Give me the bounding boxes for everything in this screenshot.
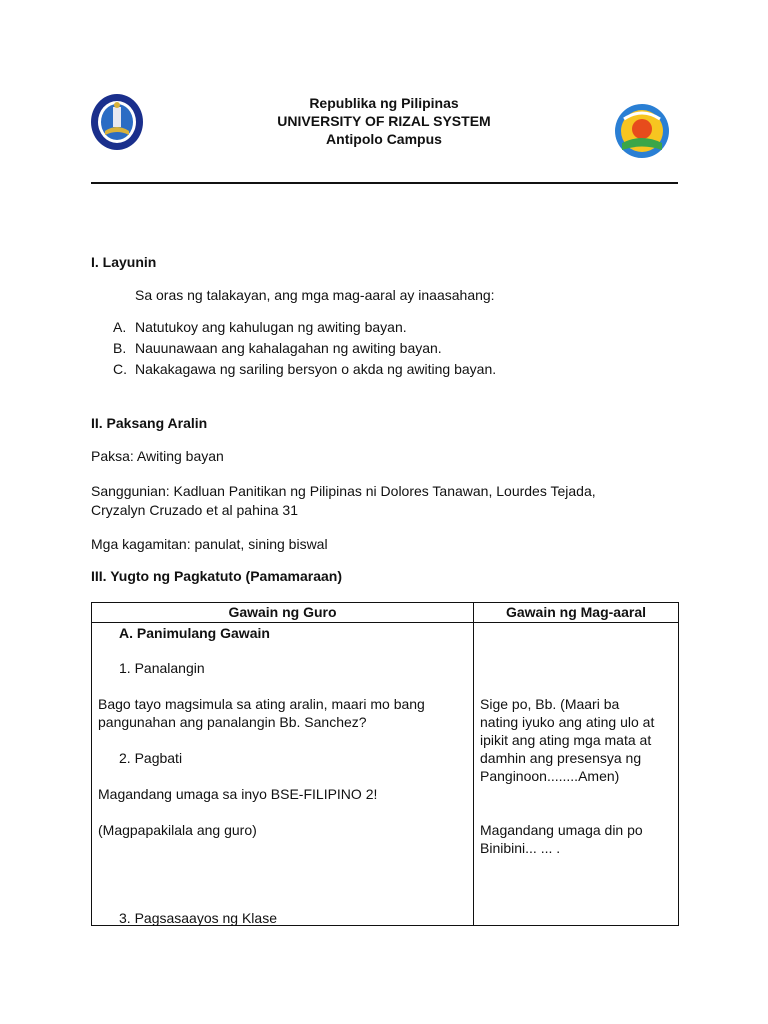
greeting-line: Magandang umaga sa inyo BSE-FILIPINO 2!: [98, 786, 378, 802]
section-2-title: II. Paksang Aralin: [91, 415, 208, 431]
table-row: [92, 623, 679, 926]
header-campus: Antipolo Campus: [326, 131, 442, 147]
document-header: [0, 94, 768, 148]
kagamitan-line: Mga kagamitan: panulat, sining biswal: [91, 536, 328, 552]
prayer-prompt-line-2: pangunahan ang panalangin Bb. Sanchez?: [98, 714, 367, 730]
student-reply-1-line-3: ipikit ang ating mga mata at: [480, 732, 652, 748]
item-panalangin: 1. Panalangin: [119, 660, 205, 676]
item-pagbati: 2. Pagbati: [119, 750, 183, 766]
student-reply-1-line-2: nating iyuko ang ating ulo at: [480, 714, 655, 730]
column-header-student: Gawain ng Mag-aaral: [474, 603, 679, 623]
objective-c: Nakakagawa ng sariling bersyon o akda ng awiting bayan.: [135, 361, 497, 377]
section-1-title: I. Layunin: [91, 254, 157, 270]
teacher-introduction: (Magpapakilala ang guro): [98, 822, 257, 838]
student-reply-1-line-1: Sige po, Bb. (Maari ba: [480, 696, 620, 712]
header-university: UNIVERSITY OF RIZAL SYSTEM: [277, 113, 491, 129]
objective-c-marker: C.: [113, 361, 127, 377]
student-reply-2-line-1: Magandang umaga din po: [480, 822, 643, 838]
header-divider: [91, 182, 678, 184]
student-reply-1-line-4: damhin ang presensya ng: [480, 750, 642, 766]
table-header-row: [92, 603, 679, 623]
header-republic: Republika ng Pilipinas: [309, 95, 459, 111]
sub-heading-panimula: A. Panimulang Gawain: [119, 625, 270, 641]
sanggunian-line-2: Cryzalyn Cruzado et al pahina 31: [91, 502, 299, 518]
paksa-line: Paksa: Awiting bayan: [91, 448, 224, 464]
objective-a-marker: A.: [113, 319, 127, 335]
objective-a: Natutukoy ang kahulugan ng awiting bayan.: [135, 319, 407, 335]
sanggunian-line-1: Sanggunian: Kadluan Panitikan ng Pilipinas ni Dolores Tanawan, Lourdes Tejada,: [91, 483, 596, 499]
column-header-teacher: Gawain ng Guro: [92, 603, 474, 623]
student-activity-cell: [474, 623, 679, 926]
objective-b-marker: B.: [113, 340, 127, 356]
teacher-activity-cell: [92, 623, 474, 926]
section-3-title: III. Yugto ng Pagkatuto (Pamamaraan): [91, 568, 343, 584]
objective-b: Nauunawaan ang kahalagahan ng awiting bayan.: [135, 340, 442, 356]
lesson-activity-table: [91, 602, 679, 926]
student-reply-1-line-5: Panginoon........Amen): [480, 768, 620, 784]
prayer-prompt-line-1: Bago tayo magsimula sa ating aralin, maari mo bang: [98, 696, 425, 712]
objectives-intro: Sa oras ng talakayan, ang mga mag-aaral ay inaasahang:: [135, 287, 495, 303]
item-pagsasaayos: 3. Pagsasaayos ng Klase: [119, 910, 277, 926]
student-reply-2-line-2: Binibini... ... .: [480, 840, 561, 856]
